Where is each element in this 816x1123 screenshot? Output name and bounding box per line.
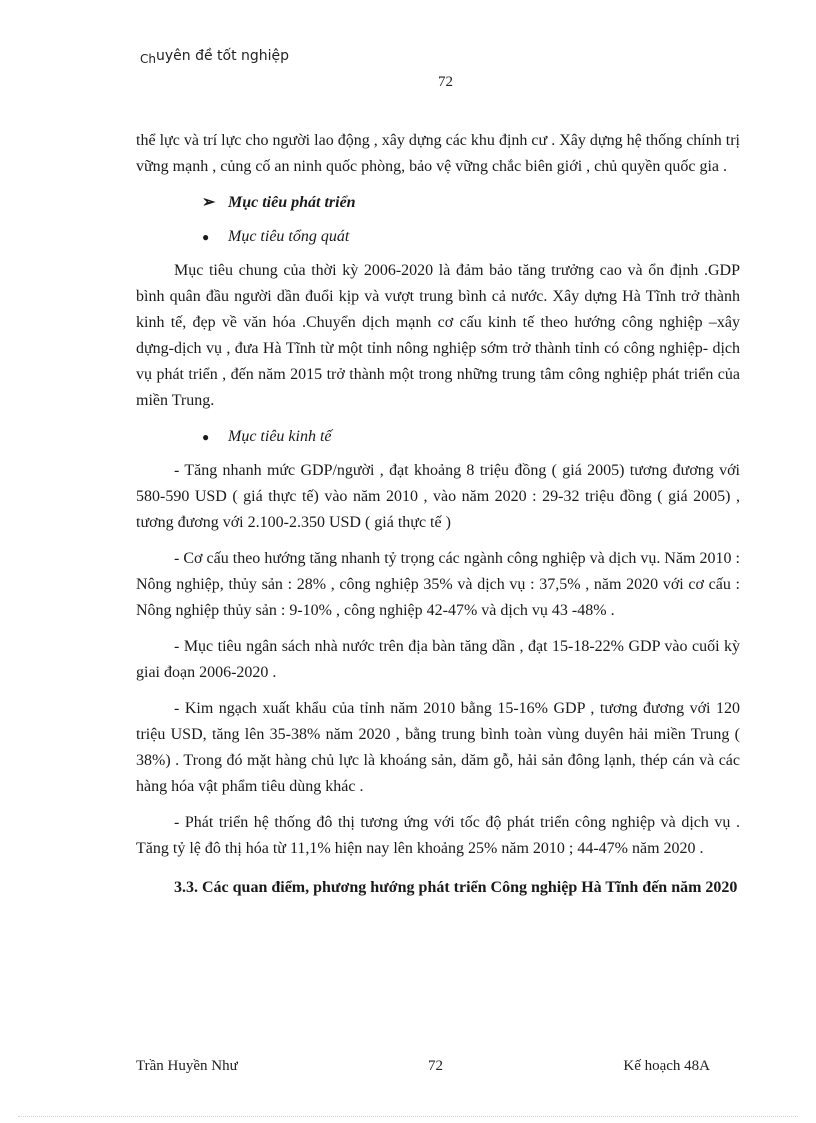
dot-bullet-icon: ●: [202, 430, 210, 444]
paragraph-economic-structure: - Cơ cấu theo hướng tăng nhanh tỷ trọng các ngành công nghiệp và dịch vụ. Năm 2010 : Nông nghiệp, thủy sản : 28% , công nghiệp 35% và dịch vụ : 37,5% , năm 2020 với cơ cấu : Nông nghiệp thủy sản : 9-10% , công nghiệp 42-47% và dịch vụ 43 -48% .: [136, 550, 740, 619]
footer-class: Kế hoạch 48A: [623, 1058, 710, 1074]
footer-page-number: 72: [428, 1058, 443, 1074]
page-edge-divider: [18, 1116, 798, 1117]
paragraph-export-turnover: - Kim ngạch xuất khẩu của tỉnh năm 2010 bằng 15-16% GDP , tương đương với 120 triệu USD, tăng lên 35-38% năm 2020 , bằng trung bình toàn vùng duyên hải miền Trung ( 38%) . Trong đó mặt hàng chủ lực là khoáng sản, dăm gỗ, hải sản đông lạnh, thép cán và các hàng hóa vật phẩm tiêu dùng khác .: [136, 700, 740, 795]
document-body: [136, 128, 740, 901]
paragraph-gdp-per-capita: - Tăng nhanh mức GDP/người , đạt khoảng 8 triệu đồng ( giá 2005) tương đương với 580-590 USD ( giá thực tế) vào năm 2010 , vào năm 2020 : 29-32 triệu đồng ( giá 2005) , tương đương với 2.100-2.350 USD ( giá thực tế ): [136, 462, 740, 531]
paragraph-general-goals: Mục tiêu chung của thời kỳ 2006-2020 là đảm bảo tăng trưởng cao và ổn định .GDP bình quân đầu người dần đuổi kịp và vượt trung bình cả nước. Xây dựng Hà Tĩnh trở thành kinh tế, đẹp về văn hóa .Chuyển dịch mạnh cơ cấu kinh tế theo hướng công nghiệp –xây dựng-dịch vụ , đưa Hà Tĩnh từ một tỉnh nông nghiệp sớm trở thành tỉnh có công nghiệp- dịch vụ phát triển , đến năm 2015 trở thành một trong những trung tâm công nghiệp phát triển của miền Trung.: [136, 262, 740, 409]
footer-author: Trần Huyền Như: [136, 1058, 238, 1074]
header-title-rest: uyên đề tốt nghiệp: [155, 48, 290, 64]
paragraph-urban-development: - Phát triển hệ thống đô thị tương ứng với tốc độ phát triển công nghiệp và dịch vụ . Tăng tỷ lệ đô thị hóa từ 11,1% hiện nay lên khoảng 25% năm 2010 ; 44-47% năm 2020 .: [136, 814, 740, 857]
section-heading-3-3: 3.3. Các quan điểm, phương hướng phát triển Công nghiệp Hà Tĩnh đến năm 2020: [174, 879, 738, 896]
bullet-label: Mục tiêu kinh tế: [228, 428, 332, 445]
running-header-title: [140, 48, 289, 64]
bullet-label: Mục tiêu phát triển: [228, 194, 356, 211]
bullet-development-goals: [136, 190, 740, 216]
paragraph-continuation: thể lực và trí lực cho người lao động , xây dựng các khu định cư . Xây dựng hệ thống chính trị vững mạnh , củng cố an ninh quốc phòng, bảo vệ vững chắc biên giới , chủ quyền quốc gia .: [136, 132, 740, 175]
header-title-prefix: Ch: [140, 52, 156, 66]
bullet-general-goals: [136, 224, 740, 250]
bullet-label: Mục tiêu tổng quát: [228, 228, 350, 245]
arrow-bullet-icon: ➢: [202, 194, 216, 211]
header-page-number: 72: [438, 74, 453, 90]
paragraph-state-budget: - Mục tiêu ngân sách nhà nước trên địa bàn tăng dần , đạt 15-18-22% GDP vào cuối kỳ giai đoạn 2006-2020 .: [136, 638, 740, 681]
bullet-economic-goals: [136, 424, 740, 450]
dot-bullet-icon: ●: [202, 230, 210, 244]
